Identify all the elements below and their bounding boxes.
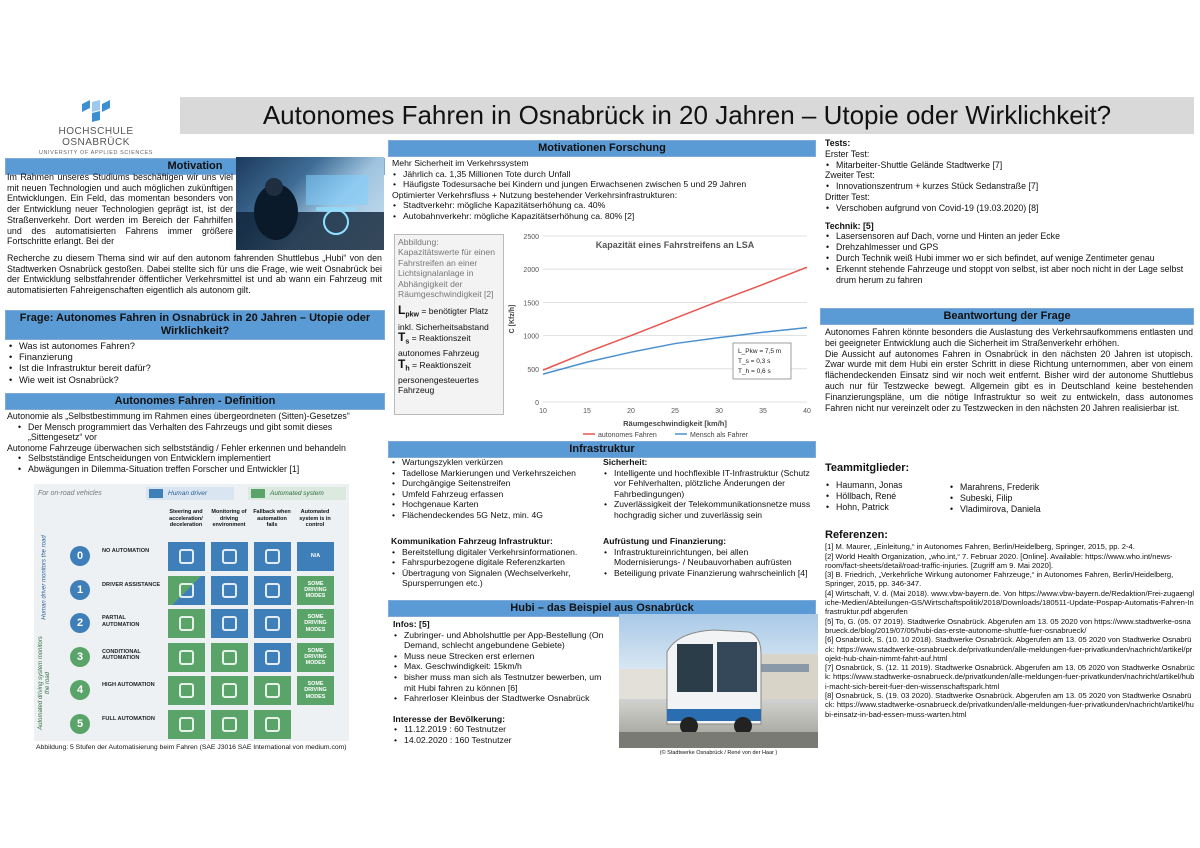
motivation-header: Motivation bbox=[5, 158, 385, 175]
sae-level-row bbox=[34, 674, 349, 708]
chart-y-tick: 0 bbox=[535, 400, 539, 407]
reference-item: [8] Osnabrück, S. (19. 03 2020). Stadtwerke Osnabrück. Abgerufen am 13. 05 2020 von Stadtwerke Osnabrück: https://www.stadtwerke-osnabrueck.de/privatkunden/alle-meldungen-fuer-privatkunden/nachricht/artikel/hubi-einsatz-in-bad-essen-muss-warten.html bbox=[825, 691, 1194, 719]
team-member: • Subeski, Filip bbox=[949, 493, 1109, 504]
sae-status-cell bbox=[297, 710, 334, 739]
team-member: • Vladimirova, Daniela bbox=[949, 504, 1109, 515]
test-item: • Mitarbeiter-Shuttle Gelände Stadtwerke [7] bbox=[825, 160, 1195, 171]
sae-level-label: FULL AUTOMATION bbox=[102, 715, 155, 722]
hubi-infos bbox=[393, 619, 615, 746]
sae-side-top: Human driver monitors the road bbox=[41, 535, 48, 620]
sae-col-header: Automated system is in control bbox=[299, 509, 331, 528]
team-member: • Höllbach, René bbox=[825, 491, 945, 502]
automated-system-icon bbox=[251, 489, 265, 498]
hubi-item: • Fahrerloser Kleinbus der Stadtwerke Osnabrück bbox=[393, 693, 615, 704]
sae-level-label: PARTIAL AUTOMATION bbox=[102, 615, 140, 628]
infra-item: • Zuverlässigkeit der Telekommunikationsnetze muss hochgradig sicher und zuverlässig sein bbox=[603, 499, 815, 520]
frage-item: • Ist die Infrastruktur bereit dafür? bbox=[8, 363, 378, 374]
logo-name: HOCHSCHULE OSNABRÜCK bbox=[58, 126, 134, 148]
sae-status-cell: SOME DRIVING MODES bbox=[297, 576, 334, 605]
hubi-item: • Muss neue Strecken erst erlernen bbox=[393, 651, 615, 662]
lpkw-definition: $L_{pkw}$ = benötigter Platz inkl. Sicherheitsabstand bbox=[398, 303, 489, 332]
infra-item: • Fahrspurbezogene digitale Referenzkarten bbox=[391, 557, 601, 568]
definition-line-2: Autonome Fahrzeuge überwachen sich selbstständig / Fehler erkennen und behandeln bbox=[7, 442, 346, 453]
logo-subtitle: UNIVERSITY OF APPLIED SCIENCES bbox=[38, 150, 154, 156]
team-section bbox=[825, 462, 1195, 514]
logo-mark-icon bbox=[76, 100, 116, 122]
komm-title: Kommunikation Fahrzeug Infrastruktur: bbox=[391, 536, 553, 546]
university-logo bbox=[30, 100, 162, 156]
infra-item: • Übertragung von Signalen (Wechselverkehr, Spursperrungen etc.) bbox=[391, 568, 601, 589]
sae-level-label: NO AUTOMATION bbox=[102, 548, 150, 554]
human-driver-icon bbox=[254, 609, 291, 638]
chart-x-tick: 30 bbox=[715, 408, 723, 415]
test-item: • Innovationszentrum + kurzes Stück Sedanstraße [7] bbox=[825, 181, 1195, 192]
sae-level-row bbox=[34, 607, 349, 641]
sae-level-label: DRIVER ASSISTANCE bbox=[102, 581, 161, 588]
motforsch-item: • Stadtverkehr: mögliche Kapazitätserhöhung ca. 40% bbox=[392, 200, 812, 211]
chart-y-tick: 500 bbox=[527, 366, 539, 374]
chart-annotation-text: L_Pkw = 7,5 m bbox=[738, 348, 782, 355]
infra-item: • Infrastruktureinrichtungen, bei allen Modernisierungs- / Neubauvorhaben aufrüsten bbox=[603, 547, 815, 568]
reference-item: [7] Osnabrück, S. (12. 11 2019). Stadtwerke Osnabrück. Abgerufen am 13. 05 2020 von Stadtwerke Osnabrück: https://www.stadtwerke-osnabrueck.de/privatkunden/alle-meldungen-fuer-privatkunden/nachricht/artikel/hubi-macht-sich-bereit-fuer-den-wissenschaftspark.html bbox=[825, 663, 1195, 691]
reference-item: [1] M. Maurer, „Einleitung,“ in Autonomes Fahren, Berlin/Heidelberg, Springer, 2015, pp. 2-4. bbox=[825, 542, 1135, 552]
human-driver-icon bbox=[254, 643, 291, 672]
test-1-label: Erster Test: bbox=[825, 148, 870, 159]
chart-x-tick: 25 bbox=[671, 408, 679, 415]
reference-item: [4] Wirtschaft, V. d. (Mai 2018). www.vbw-bayern.de. Von https://www.vbw-bayern.de/Redaktion/Frei-zugaengliche-Medien/Abteilungen-GS/Wirtschaftspolitik/2018/Downloads/180511-Update-Pospap-Automatis-Fahren-Infrastruktur.pdf abgerufen bbox=[825, 588, 1195, 617]
antwort-paragraph-2: Die Aussicht auf autonomes Fahren in Osnabrück in den nächsten 20 Jahren ist utopisch. Zwar wurde mit dem Hubi ein erster Schritt in diese Richtung unternommen, aber von einem flächendeckenden Einsatz sind wir noch weit entfernt. Bisher wird der autonome Shuttlebus auch nur für Testzwecke bewegt. Allgemein gibt es in Deutschland keine bestehenden Finanzierungspläne, um die nötige Infrastruktur so weit zu entwickeln, dass autonomes Fahren nicht nur vereinzelt oder zu Testzwecken in den nächsten 20 Jahren realisierbar ist. bbox=[825, 348, 1193, 413]
motforsch-item: • Häufigste Todesursache bei Kindern und jungen Erwachsenen zwischen 5 und 29 Jahren bbox=[392, 179, 812, 190]
th-definition: $T_h$ = Reaktionszeit personengesteuertes Fahrzeug bbox=[398, 356, 479, 396]
chart-y-tick: 2000 bbox=[523, 267, 539, 275]
hubi-item: • 14.02.2020 : 160 Testnutzer bbox=[393, 735, 615, 746]
sae-level-row bbox=[34, 540, 349, 574]
automated-system-icon bbox=[168, 676, 205, 705]
sae-level-number: 4 bbox=[70, 680, 90, 700]
human-driver-icon bbox=[149, 489, 163, 498]
chart-title: Kapazität eines Fahrstreifens an LSA bbox=[595, 240, 755, 250]
chart-y-tick: 1000 bbox=[523, 333, 539, 341]
sae-level-number: 2 bbox=[70, 613, 90, 633]
automated-system-icon bbox=[211, 676, 248, 705]
human-driver-icon bbox=[211, 542, 248, 571]
motforsch-text bbox=[392, 158, 812, 222]
page-title: Autonomes Fahren in Osnabrück in 20 Jahren – Utopie oder Wirklichkeit? bbox=[262, 100, 1112, 130]
technik-title: Technik: [5] bbox=[825, 220, 874, 231]
infra-col-right bbox=[603, 457, 815, 578]
sae-level-label: HIGH AUTOMATION bbox=[102, 682, 155, 688]
sae-col-header: Fallback when automation fails bbox=[253, 509, 291, 528]
human-driver-icon bbox=[168, 542, 205, 571]
sae-col-header: Monitoring of driving environment bbox=[211, 509, 247, 528]
infra-item: • Tadellose Markierungen und Verkehrszeichen bbox=[391, 468, 601, 479]
sae-level-number: 5 bbox=[70, 714, 90, 734]
definition-item: • Der Mensch programmiert das Verhalten des Fahrzeugs und gibt somit dieses „Sittengesetz“ vor bbox=[17, 422, 385, 443]
infra-item: • Intelligente und hochflexible IT-Infrastruktur (Schutz vor Fehlverhalten, plötzliche Änderungen der Fahrbedingungen) bbox=[603, 468, 815, 500]
frage-header: Frage: Autonomes Fahren in Osnabrück in 20 Jahren – Utopie oder Wirklichkeit? bbox=[5, 310, 385, 340]
motforsch-header: Motivationen Forschung bbox=[388, 140, 816, 157]
antwort-text bbox=[825, 327, 1193, 413]
test-2-label: Zweiter Test: bbox=[825, 170, 875, 181]
ts-definition: $T_s$ = Reaktionszeit autonomes Fahrzeug bbox=[398, 329, 480, 359]
hubi-item: • 11.12.2019 : 60 Testnutzer bbox=[393, 724, 615, 735]
infra-item: • Flächendeckendes 5G Netz, min. 4G bbox=[391, 510, 601, 521]
team-member: • Marahrens, Frederik bbox=[949, 482, 1109, 493]
automated-system-icon bbox=[211, 710, 248, 739]
figure-description-box bbox=[394, 234, 504, 415]
team-member: • Haumann, Jonas bbox=[825, 480, 945, 491]
definition-item: • Abwägungen in Dilemma-Situation treffen Forscher und Entwickler [1] bbox=[17, 464, 385, 475]
reference-item: [5] To, G. (05. 07 2019). Stadtwerke Osnabrück. Abgerufen am 13. 05 2020 von https://www.stadtwerke-osnabrueck.de/blog/2019/07/05/hubi-das-erste-autonome-shuttle-fuer-osnabrueck/ bbox=[825, 616, 1191, 635]
human-driver-icon bbox=[211, 609, 248, 638]
hubi-bus-photo bbox=[619, 614, 818, 748]
frage-item: • Wie weit ist Osnabrück? bbox=[8, 375, 378, 386]
team-title: Teammitglieder: bbox=[825, 462, 910, 474]
sae-level-row bbox=[34, 708, 349, 742]
motforsch-line-2: Optimierter Verkehrsfluss + Nutzung bestehender Verkehrsinfrastrukturen: bbox=[392, 189, 678, 200]
sae-status-cell: N/A bbox=[297, 542, 334, 571]
automated-system-icon bbox=[168, 609, 205, 638]
sae-levels-figure bbox=[34, 484, 349, 741]
frage-item: • Was ist autonomes Fahren? bbox=[8, 341, 378, 352]
technik-item: • Durch Technik weiß Hubi immer wo er sich befindet, auf wenige Zentimeter genau bbox=[825, 253, 1195, 264]
infra-item: • Umfeld Fahrzeug erfassen bbox=[391, 489, 601, 500]
infra-item: • Beteiligung private Finanzierung wahrscheinlich [4] bbox=[603, 568, 815, 579]
hubi-item: • Max. Geschwindigkeit: 15km/h bbox=[393, 661, 615, 672]
photo-caption: (© Stadtwerke Osnabrück / René von der Haar ) bbox=[659, 750, 778, 756]
technik-item: • Erkennt stehende Fahrzeuge und stoppt von selbst, ist aber noch nicht in der Lage selbst drum herum zu fahren bbox=[825, 264, 1195, 286]
references-title: Referenzen: bbox=[825, 529, 888, 541]
sae-status-cell: SOME DRIVING MODES bbox=[297, 676, 334, 705]
motforsch-line-1: Mehr Sicherheit im Verkehrssystem bbox=[392, 158, 529, 168]
technik-item: • Drehzahlmesser und GPS bbox=[825, 242, 1195, 253]
human-driver-icon bbox=[211, 576, 248, 605]
hubi-item: • bisher muss man sich als Testnutzer bewerben, um mit Hubi fahren zu können [6] bbox=[393, 672, 615, 693]
automated-system-icon bbox=[254, 676, 291, 705]
chart-x-tick: 20 bbox=[627, 408, 635, 415]
finanzierung-title: Aufrüstung und Finanzierung: bbox=[603, 536, 727, 546]
sae-level-number: 3 bbox=[70, 647, 90, 667]
shuttle-bus-image bbox=[619, 614, 818, 748]
chart-x-tick: 40 bbox=[803, 408, 811, 415]
reference-item: [6] Osnabrück, S. (10. 10 2018). Stadtwerke Osnabrück. Abgerufen am 13. 05 2020 von Stadtwerke Osnabrück: https://www.stadtwerke-osnabrueck.de/privatkunden/alle-meldungen-fuer-privatkunden/nachricht/artikel/projekt-hub-chain-nimmt-fahrt-auf.html bbox=[825, 635, 1193, 663]
automated-system-icon bbox=[168, 710, 205, 739]
definition-text bbox=[7, 411, 385, 475]
chart-y-label: C [Kfz/h] bbox=[509, 304, 516, 334]
references-section bbox=[825, 531, 1195, 719]
chart-x-tick: 15 bbox=[583, 408, 591, 415]
sae-system-tag: Automated system bbox=[248, 487, 346, 500]
chart-legend-label: Mensch als Fahrer bbox=[690, 432, 748, 439]
sae-status-cell: SOME DRIVING MODES bbox=[297, 609, 334, 638]
chart-annotation-text: T_h = 0,6 s bbox=[738, 368, 771, 375]
autonomous-cockpit-image bbox=[236, 157, 384, 250]
hubi-item: • Zubringer- und Abholshuttle per App-Bestellung (On Demand, schlecht angebundene Gebiete) bbox=[393, 630, 615, 651]
infra-item: • Wartungszyklen verkürzen bbox=[391, 457, 601, 468]
antwort-header: Beantwortung der Frage bbox=[820, 308, 1194, 325]
sae-col-header: Steering and acceleration/ deceleration bbox=[169, 509, 203, 528]
definition-caption: Abbildung: 5 Stufen der Automatisierung beim Fahren (SAE J3016 SAE International von medium.com) bbox=[36, 744, 347, 751]
chart-legend-label: autonomes Fahren bbox=[598, 432, 657, 439]
definition-header: Autonomes Fahren - Definition bbox=[5, 393, 385, 410]
cockpit-photo bbox=[236, 157, 384, 250]
reference-item: [2] World Health Organization, „who.int,“ 7. Februar 2020. [Online]. Available: https://www.who.int/news-room/fact-sheets/detail/road-traffic-injuries. [Zugriff am 9. Mai 2020]. bbox=[825, 551, 1173, 570]
sae-level-row bbox=[34, 641, 349, 675]
infra-col-left bbox=[391, 457, 601, 589]
motforsch-item: • Jährlich ca. 1,35 Millionen Tote durch Unfall bbox=[392, 169, 812, 180]
sae-status-cell: SOME DRIVING MODES bbox=[297, 643, 334, 672]
human-driver-icon bbox=[254, 542, 291, 571]
chart-x-label: Räumgeschwindigkeit [km/h] bbox=[623, 419, 727, 428]
interesse-title: Interesse der Bevölkerung: bbox=[393, 713, 506, 724]
motivation-text-a: Im Rahmen unseres Studiums beschäftigen wir uns viel mit neuen Technologien und auch möglichen zukünftigen Entwicklungen. Ein Feld, das momentan besonders von der Entwicklung neuer Technologien geprägt ist, ist der Straßenverkehr. Dort werden im Bereich der Fahrhilfen und des automatisierten Fahrens immer größere Fortschritte erlangt. Bei der bbox=[7, 172, 233, 247]
frage-item: • Finanzierung bbox=[8, 352, 378, 363]
tests-section bbox=[825, 138, 1195, 285]
infra-item: • Hochgenaue Karten bbox=[391, 499, 601, 510]
automated-system-icon bbox=[168, 576, 205, 605]
human-driver-icon bbox=[254, 576, 291, 605]
chart-x-tick: 10 bbox=[539, 408, 547, 415]
infos-title: Infos: [5] bbox=[393, 619, 430, 629]
automated-system-icon bbox=[211, 643, 248, 672]
automated-system-icon bbox=[168, 643, 205, 672]
chart-annotation-text: T_s = 0,3 s bbox=[738, 358, 771, 365]
motivation-text-b: Recherche zu diesem Thema sind wir auf den autonom fahrenden Shuttlebus „Hubi“ von den Stadtwerken Osnabrück gestoßen. Dabei stellte sich für uns die Frage, wie weit Osnabrück bei der Entwicklung selbstfahrender öffentlicher Verkehrsmittel ist und ab wann ein Fahrzeug mit automatisierten Fahreigenschaften eigentlich als autonom gilt. bbox=[7, 253, 382, 296]
chart-y-tick: 2500 bbox=[523, 234, 539, 241]
infra-item: • Durchgängige Seitenstreifen bbox=[391, 478, 601, 489]
sicherheit-title: Sicherheit: bbox=[603, 457, 648, 467]
frage-list bbox=[8, 341, 378, 386]
motforsch-item: • Autobahnverkehr: mögliche Kapazitätserhöhung ca. 80% [2] bbox=[392, 211, 812, 222]
technik-item: • Lasersensoren auf Dach, vorne und Hinten an jeder Ecke bbox=[825, 231, 1195, 242]
chart-x-tick: 35 bbox=[759, 408, 767, 415]
sae-level-number: 0 bbox=[70, 546, 90, 566]
capacity-line-chart bbox=[505, 228, 817, 440]
automated-system-icon bbox=[254, 710, 291, 739]
infra-item: • Bereitstellung digitaler Verkehrsinformationen. bbox=[391, 547, 601, 558]
sae-side-bottom: Automated driving system monitors the road bbox=[38, 636, 51, 730]
sae-level-number: 1 bbox=[70, 580, 90, 600]
infra-header: Infrastruktur bbox=[388, 441, 816, 458]
test-3-label: Dritter Test: bbox=[825, 191, 870, 202]
chart-y-tick: 1500 bbox=[523, 300, 539, 308]
antwort-paragraph-1: Autonomes Fahren könnte besonders die Auslastung des Verkehrsaufkommens entlasten und bei geeigneter Entwicklung auch die Sicherheit im Straßenverkehr erhöhen. bbox=[825, 327, 1193, 348]
figure-description: Abbildung: Kapazitätswerte für einen Fahrstreifen an einer Lichtsignalanlage in Abhängigkeit der Räumgeschwindigkeit [2] bbox=[398, 237, 495, 300]
tests-title: Tests: bbox=[825, 138, 851, 148]
sae-top-label: For on-road vehicles bbox=[38, 490, 102, 497]
sae-level-label: CONDITIONAL AUTOMATION bbox=[102, 648, 141, 661]
sae-human-tag: Human driver bbox=[146, 487, 234, 500]
definition-item: • Selbstständige Entscheidungen von Entwicklern implementiert bbox=[17, 453, 385, 464]
hubi-header: Hubi – das Beispiel aus Osnabrück bbox=[388, 600, 816, 617]
reference-item: [3] B. Friedrich, „Verkehrliche Wirkung autonomer Fahrzeuge,“ in Autonomes Fahren, Berlin/Heidelberg, Springer, 2015, pp. 346-347. bbox=[825, 570, 1174, 589]
definition-line-1: Autonomie als „Selbstbestimmung im Rahmen eines übergeordneten (Sitten)-Gesetzes“ bbox=[7, 411, 350, 421]
team-member: • Hohn, Patrick bbox=[825, 502, 945, 513]
sae-level-row bbox=[34, 574, 349, 608]
test-item: • Verschoben aufgrund von Covid-19 (19.03.2020) [8] bbox=[825, 203, 1195, 214]
